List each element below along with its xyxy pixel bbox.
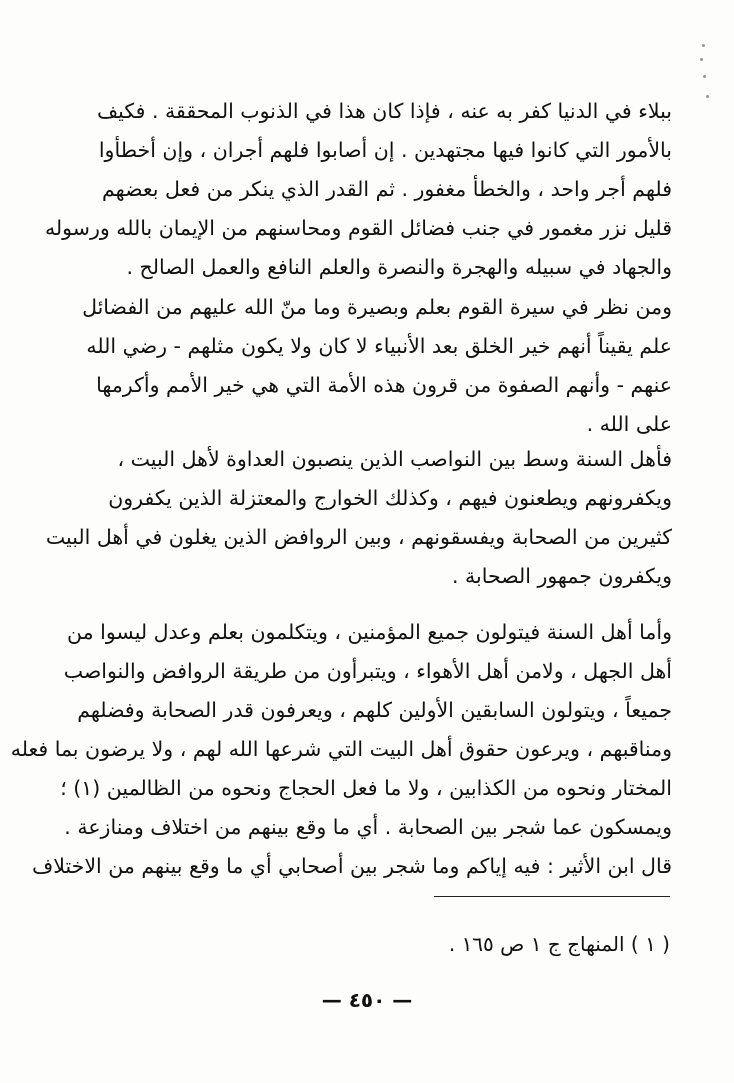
text-line: والجهاد في سبيله والهجرة والنصرة والعلم النافع والعمل الصالح . bbox=[126, 255, 672, 279]
text-line: قال ابن الأثير : فيه إياكم وما شجر بين أصحابي أي ما وقع بينهم من الاختلاف bbox=[32, 854, 672, 878]
text-line: قليل نزر مغمور في جنب فضائل القوم ومحاسنهم من الإيمان بالله ورسوله bbox=[44, 216, 672, 240]
text-line: ويكفرونهم ويطعنون فيهم ، وكذلك الخوارج والمعتزلة الذين يكفرون bbox=[108, 486, 672, 510]
text-line: ويمسكون عما شجر بين الصحابة . أي ما وقع بينهم من اختلاف ومنازعة . bbox=[64, 815, 672, 839]
text-line: عنهم - وأنهم الصفوة من قرون هذه الأمة التي هي خير الأمم وأكرمها bbox=[96, 373, 672, 397]
text-line: على الله . bbox=[586, 412, 672, 436]
paragraph-biography-of-people bbox=[82, 288, 672, 444]
text-line: بالأمور التي كانوا فيها مجتهدين . إن أصابوا فلهم أجران ، وإن أخطأوا bbox=[98, 138, 672, 162]
text-line: فأهل السنة وسط بين النواصب الذين ينصبون العداوة لأهل البيت ، bbox=[117, 447, 672, 471]
scan-speck bbox=[706, 95, 709, 98]
text-line: علم يقيناً أنهم خير الخلق بعد الأنبياء لا كان ولا يكون مثلهم - رضي الله bbox=[86, 334, 672, 358]
text-line: ومن نظر في سيرة القوم بعلم وبصيرة وما منّ الله عليهم من الفضائل bbox=[82, 295, 672, 319]
text-line: أهل الجهل ، ولامن أهل الأهواء ، ويتبرأون من طريقة الروافض والنواصب bbox=[63, 659, 672, 683]
text-line: ويكفرون جمهور الصحابة . bbox=[452, 564, 672, 588]
scan-speck bbox=[703, 75, 706, 78]
footnote: ( ١ ) المنهاج ج ١ ص ١٦٥ . bbox=[448, 932, 670, 956]
paragraph-ahl-al-sunnah-middle bbox=[45, 440, 672, 596]
scan-speck bbox=[700, 58, 703, 61]
paragraph-virtues-of-companions bbox=[44, 92, 672, 287]
text-line: ببلاء في الدنيا كفر به عنه ، فإذا كان هذا في الذنوب المحققة . فكيف bbox=[96, 99, 672, 123]
text-line: جميعاً ، ويتولون السابقين الأولين كلهم ، ويعرفون قدر الصحابة وفضلهم bbox=[77, 698, 672, 722]
footnote-separator bbox=[434, 896, 670, 897]
text-line: المختار ونحوه من الكذابين ، ولا ما فعل الحجاج ونحوه من الظالمين (١) ؛ bbox=[60, 776, 672, 800]
text-line: ومناقبهم ، ويرعون حقوق أهل البيت التي شرعها الله لهم ، ولا يرضون بما فعله bbox=[10, 737, 672, 761]
text-line: فلهم أجر واحد ، والخطأ مغفور . ثم القدر الذي ينكر من فعل بعضهم bbox=[102, 177, 672, 201]
text-line: كثيرين من الصحابة ويفسقونهم ، وبين الروافض الذين يغلون في أهل البيت bbox=[45, 525, 672, 549]
scan-speck bbox=[702, 44, 705, 47]
page-number: — ٤٥٠ — bbox=[321, 988, 413, 1012]
text-line: وأما أهل السنة فيتولون جميع المؤمنين ، ويتكلمون بعلم وعدل ليسوا من bbox=[67, 620, 672, 644]
paragraph-ahl-al-sunnah-stance bbox=[10, 613, 672, 886]
